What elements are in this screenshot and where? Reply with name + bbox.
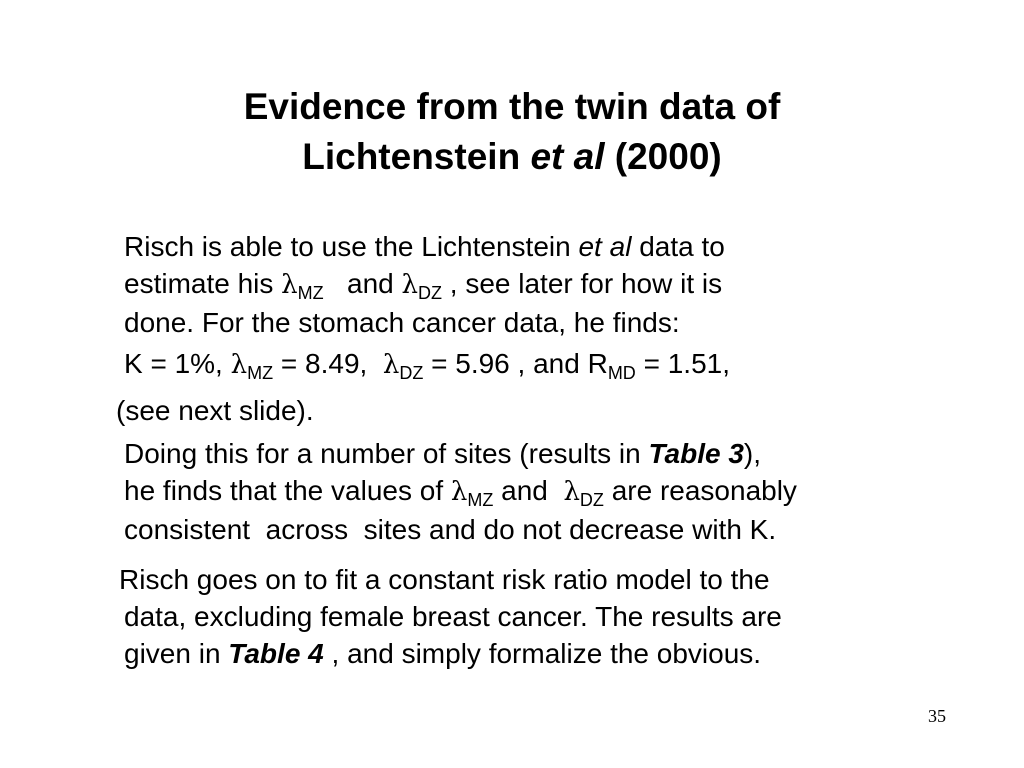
text-run: = 1.51, (635, 348, 730, 379)
lambda-symbol: λ (401, 270, 418, 300)
table-4-reference: Table 4 (228, 638, 324, 669)
p4-line-2 (124, 472, 964, 511)
slide-number: 35 (928, 706, 946, 726)
text-run: and (323, 268, 402, 299)
paragraph-sites (124, 435, 964, 548)
subscript-dz: DZ (579, 490, 604, 510)
p1-line-1 (124, 228, 964, 265)
p1-line-2 (124, 265, 964, 304)
paragraph-see-next-slide (116, 392, 956, 429)
title-et-al: et al (530, 136, 605, 177)
lambda-symbol: λ (230, 350, 248, 380)
p2-line-1 (124, 345, 964, 384)
subscript-dz: DZ (399, 363, 424, 383)
text-run: and (493, 475, 564, 506)
p5-line-2: data, excluding female breast cancer. The results are (124, 601, 782, 632)
subscript-mz: MZ (297, 283, 324, 303)
lambda-symbol: λ (563, 477, 580, 507)
title-line-2 (0, 132, 1024, 182)
slide-title (0, 82, 1024, 182)
text-run: Doing this for a number of sites (results in (124, 438, 649, 469)
lambda-symbol: λ (281, 270, 298, 300)
p1-line-3: done. For the stomach cancer data, he finds: (124, 307, 680, 338)
text-run: = 8.49, (273, 348, 383, 379)
text-run: K = 1%, (124, 348, 231, 379)
p5-line-1: Risch goes on to fit a constant risk ratio model to the (119, 564, 770, 595)
subscript-mz: MZ (467, 490, 494, 510)
p5-line-3 (119, 635, 959, 672)
text-run: estimate his (124, 268, 282, 299)
subscript-md: MD (607, 363, 636, 383)
et-al-italic: et al (578, 231, 632, 262)
p3-line-1: (see next slide). (116, 395, 314, 426)
title-author: Lichtenstein (302, 136, 531, 177)
title-year: (2000) (604, 136, 722, 177)
lambda-symbol: λ (382, 350, 400, 380)
text-run: data to (631, 231, 725, 262)
text-run: Risch is able to use the Lichtenstein (124, 231, 579, 262)
text-run: ), (743, 438, 762, 469)
text-run: , and simply formalize the obvious. (323, 638, 762, 669)
subscript-mz: MZ (247, 363, 274, 383)
subscript-dz: DZ (417, 283, 442, 303)
text-run: are reasonably (603, 475, 797, 506)
table-3-reference: Table 3 (648, 438, 744, 469)
p4-line-1 (124, 435, 964, 472)
text-run: , see later for how it is (441, 268, 723, 299)
text-run: given in (124, 638, 229, 669)
title-line-1: Evidence from the twin data of (243, 86, 781, 127)
p4-line-3: consistent across sites and do not decrease with K. (124, 514, 777, 545)
paragraph-risch-intro (124, 228, 964, 341)
text-run: he finds that the values of (124, 475, 451, 506)
text-run: = 5.96 , and R (423, 348, 608, 379)
paragraph-stomach-results (124, 345, 964, 384)
lambda-symbol: λ (450, 477, 468, 507)
paragraph-constant-risk (119, 561, 959, 672)
